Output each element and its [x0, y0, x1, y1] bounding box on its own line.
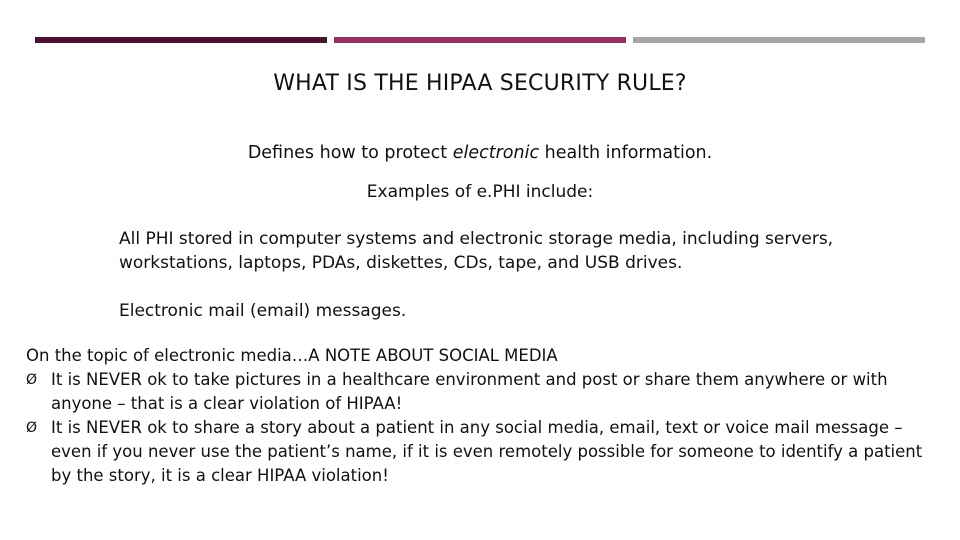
note-bullet-item	[26, 416, 946, 488]
note-bullet-text: It is NEVER ok to share a story about a patient in any social media, email, text or voice mail message – even if you never use the patient’s name, if it is even remotely possible for someone to identify a patient by the story, it is a clear HIPAA violation!	[51, 418, 923, 485]
examples-heading: Examples of e.PHI include:	[366, 182, 594, 202]
slide-title: WHAT IS THE HIPAA SECURITY RULE?	[273, 71, 687, 96]
social-media-note	[26, 344, 946, 488]
note-heading: On the topic of electronic media…A NOTE ABOUT SOCIAL MEDIA	[26, 346, 558, 365]
note-bullet-item	[26, 368, 946, 416]
definition-text-end: health information.	[539, 143, 713, 163]
definition-text-start: Defines how to protect	[247, 143, 453, 163]
note-bullet-list	[26, 368, 946, 488]
example-email: Electronic mail (email) messages.	[119, 301, 407, 321]
arrowhead-bullet-icon: Ø	[26, 420, 38, 436]
header-bar-gray	[633, 37, 925, 43]
example-storage-media: All PHI stored in computer systems and electronic storage media, including servers, workstations, laptops, PDAs, diskettes, CDs, tape, and USB drives.	[119, 229, 834, 273]
arrowhead-bullet-icon: Ø	[26, 372, 38, 388]
header-bar-dark	[35, 37, 327, 43]
definition-line	[0, 141, 960, 165]
header-bar-magenta	[334, 37, 626, 43]
note-bullet-text: It is NEVER ok to take pictures in a healthcare environment and post or share them anywhere or with anyone – that is a clear violation of HIPAA!	[51, 370, 888, 413]
definition-emphasis: electronic	[452, 143, 540, 163]
